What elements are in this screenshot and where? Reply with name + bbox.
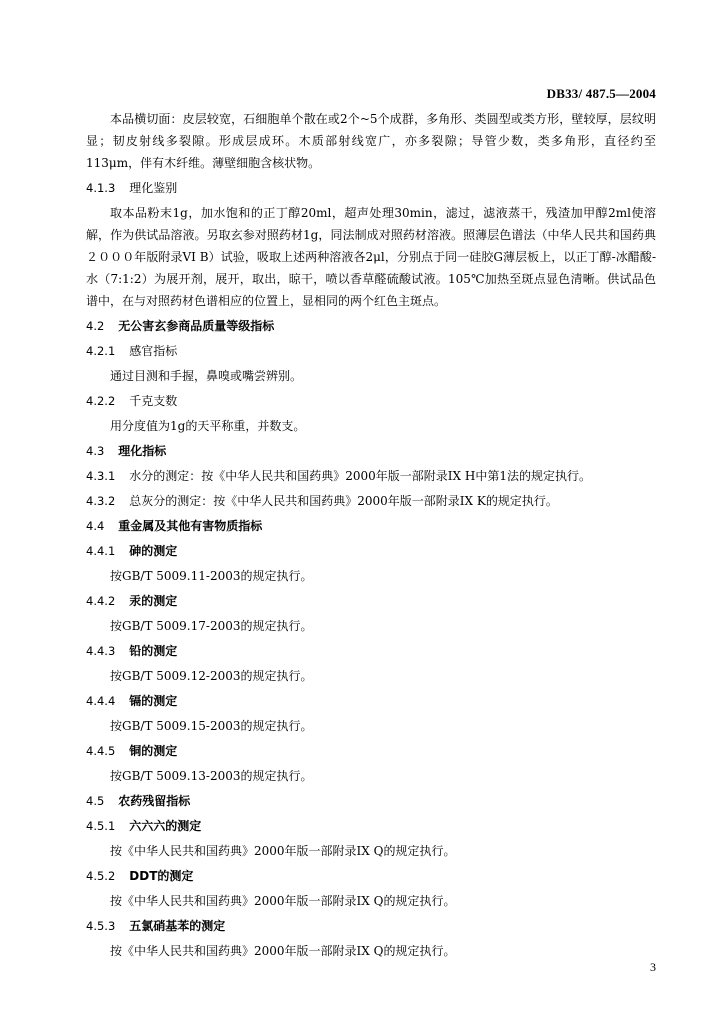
section-number: 4.4.4: [86, 694, 116, 708]
section-title: 重金属及其他有害物质指标: [118, 519, 263, 533]
section-number: 4.5.2: [86, 869, 116, 883]
heading-4-5: [86, 790, 656, 812]
section-number: 4.5: [86, 794, 105, 808]
section-number: 4.4.3: [86, 644, 116, 658]
heading-4-4-4: [86, 690, 656, 712]
cross-section-paragraph: 本品横切面：皮层较宽，石细胞单个散在或2个~5个成群，多角形、类圆型或类方形，壁较厚，层纹明显；韧皮射线多裂隙。形成层成环。木质部射线宽广，亦多裂隙；导管少数，类多角形，直径约至113μm，伴有木纤维。薄壁细胞含核状物。: [86, 112, 656, 170]
heading-4-5-2: [86, 865, 656, 887]
section-number: 4.3.1: [86, 469, 116, 483]
section-number: 4.4.5: [86, 744, 116, 758]
cadmium-method-text: 按GB/T 5009.15-2003的规定执行。: [110, 719, 313, 733]
section-number: 4.5.3: [86, 919, 116, 933]
section-number: 4.4.1: [86, 544, 116, 558]
section-number: 4.2.1: [86, 344, 116, 358]
section-title: DDT的测定: [129, 869, 194, 883]
section-title: 千克支数: [129, 394, 178, 408]
mercury-method-text: 按GB/T 5009.17-2003的规定执行。: [110, 619, 313, 633]
section-title: 砷的测定: [129, 544, 178, 558]
heading-4-4: [86, 515, 656, 537]
section-number: 4.1.3: [86, 181, 116, 195]
heading-4-2-2: [86, 390, 656, 412]
section-number: 4.3.2: [86, 494, 116, 508]
section-number: 4.2: [86, 319, 105, 333]
arsenic-method-text: 按GB/T 5009.11-2003的规定执行。: [110, 569, 313, 583]
section-title: 水分的测定：按《中华人民共和国药典》2000年版一部附录IX H中第1法的规定执行。: [129, 469, 592, 483]
heading-4-4-1: [86, 540, 656, 562]
heading-4-5-1: [86, 815, 656, 837]
section-title: 感官指标: [129, 344, 178, 358]
section-number: 4.2.2: [86, 394, 116, 408]
section-title: 铜的测定: [129, 744, 178, 758]
section-title: 农药残留指标: [118, 794, 191, 808]
heading-4-5-3: [86, 915, 656, 937]
bhc-method-text: 按《中华人民共和国药典》2000年版一部附录IX Q的规定执行。: [110, 844, 456, 858]
heading-4-3-2: [86, 490, 656, 512]
section-number: 4.5.1: [86, 819, 116, 833]
section-title: 无公害玄参商品质量等级指标: [118, 319, 275, 333]
pcnb-method-text: 按《中华人民共和国药典》2000年版一部附录IX Q的规定执行。: [110, 944, 456, 958]
ddt-method-text: 按《中华人民共和国药典》2000年版一部附录IX Q的规定执行。: [110, 894, 456, 908]
physicochemical-identification-paragraph: 取本品粉末1g，加水饱和的正丁醇20ml，超声处理30min，滤过，滤液蒸干，残渣加甲醇2ml使溶解，作为供试品溶液。另取玄参对照药材1g，同法制成对照药材溶液。照薄层色谱法（中华人民共和国药典２０００年版附录VI B）试验，吸取上述两种溶液各2μl，分别点于同一硅胶G薄层板上，以正丁醇-冰醋酸-水（7:1:2）为展开剂，展开，取出，晾干，喷以香草醛硫酸试液。105℃加热至斑点显色清晰。供试品色谱中，在与对照药材色谱相应的位置上，显相同的两个红色主斑点。: [86, 206, 656, 308]
heading-4-3: [86, 440, 656, 462]
section-title: 汞的测定: [129, 594, 178, 608]
lead-method-text: 按GB/T 5009.12-2003的规定执行。: [110, 669, 313, 683]
copper-method-text: 按GB/T 5009.13-2003的规定执行。: [110, 769, 313, 783]
heading-4-2-1: [86, 340, 656, 362]
heading-4-1-3: [86, 177, 656, 199]
sensory-index-text: 通过目测和手握，鼻嗅或嘴尝辨别。: [110, 369, 303, 383]
section-title: 铅的测定: [129, 644, 178, 658]
section-title: 理化鉴别: [129, 181, 178, 195]
section-title: 五氯硝基苯的测定: [129, 919, 226, 933]
section-title: 总灰分的测定：按《中华人民共和国药典》2000年版一部附录IX K的规定执行。: [129, 494, 558, 508]
heading-4-4-2: [86, 590, 656, 612]
heading-4-2: [86, 315, 656, 337]
heading-4-4-5: [86, 740, 656, 762]
page-content: [86, 108, 656, 965]
section-title: 镉的测定: [129, 694, 178, 708]
section-number: 4.4.2: [86, 594, 116, 608]
pieces-per-kg-text: 用分度值为1g的天平称重，并数支。: [110, 419, 306, 433]
section-number: 4.3: [86, 444, 105, 458]
heading-4-3-1: [86, 465, 656, 487]
section-number: 4.4: [86, 519, 105, 533]
heading-4-4-3: [86, 640, 656, 662]
section-title: 理化指标: [118, 444, 167, 458]
page-number: 3: [650, 960, 656, 974]
section-title: 六六六的测定: [129, 819, 202, 833]
document-code: DB33/ 487.5—2004: [546, 86, 656, 101]
